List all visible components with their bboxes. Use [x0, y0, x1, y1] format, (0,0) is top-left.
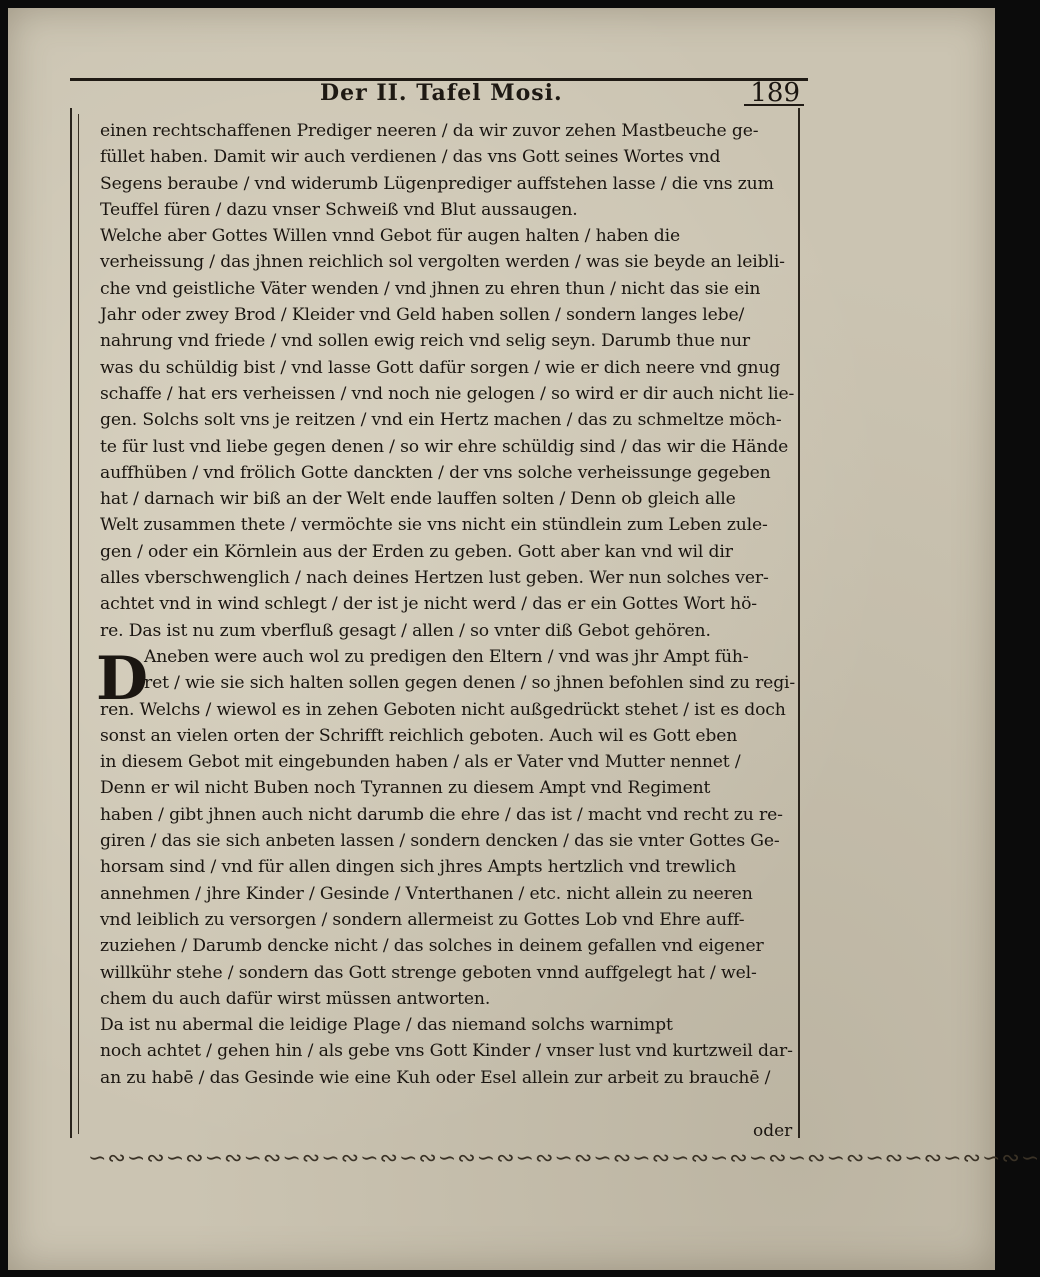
- text-line: verheissung / das jhnen reichlich sol vergolten werden / was sie beyde an leibli-: [100, 252, 785, 273]
- text-line: te für lust vnd liebe gegen denen / so wir ehre schüldig sind / das wir die Hände: [100, 436, 789, 457]
- text-line: was du schüldig bist / vnd lasse Gott dafür sorgen / wie er dich neere vnd gnug: [100, 357, 781, 378]
- text-line: ren. Welchs / wiewol es in zehen Geboten nicht außgedrückt stehet / ist es doch: [100, 699, 786, 720]
- drop-initial: D: [96, 644, 149, 714]
- text-line: einen rechtschaffenen Prediger neeren / da wir zuvor zehen Mastbeuche ge-: [100, 121, 759, 141]
- text-line: alles vberschwenglich / nach deines Hertzen lust geben. Wer nun solches ver-: [100, 568, 769, 589]
- ornament-pattern: ∽∾∽∾∽∾∽∾∽∾∽∾∽∾∽∾∽∾∽∾∽∾∽∾∽∾∽∾∽∾∽∾∽∾∽∾∽∾∽∾∽∾∽∾∽∾∽∾∽: [88, 1146, 1040, 1171]
- text-line: horsam sind / vnd für allen dingen sich jhres Ampts hertzlich vnd trewlich: [100, 857, 737, 878]
- text-line: achtet vnd in wind schlegt / der ist je nicht werd / das er ein Gottes Wort hö-: [100, 594, 757, 615]
- text-line: Aneben were auch wol zu predigen den Eltern / vnd was jhr Ampt füh-: [144, 646, 749, 667]
- ornamental-border: [88, 1146, 1040, 1182]
- text-line: Teuffel füren / dazu vnser Schweiß vnd Blut aussaugen.: [100, 199, 578, 220]
- text-line: Welche aber Gottes Willen vnnd Gebot für augen halten / haben die: [100, 226, 680, 247]
- text-line: ret / wie sie sich halten sollen gegen denen / so jhnen befohlen sind zu regi-: [144, 673, 796, 694]
- text-line: re. Das ist nu zum vberfluß gesagt / allen / so vnter diß Gebot gehören.: [100, 620, 711, 641]
- page-number-rule: [744, 104, 804, 106]
- text-line: zuziehen / Darumb dencke nicht / das solches in deinem gefallen vnd eigener: [100, 936, 764, 957]
- text-line: an zu habē / das Gesinde wie eine Kuh oder Esel allein zur arbeit zu brauchē /: [100, 1067, 771, 1088]
- page-header: [70, 80, 808, 110]
- text-line: che vnd geistliche Väter wenden / vnd jhnen zu ehren thun / nicht das sie ein: [100, 278, 761, 299]
- text-line: Denn er wil nicht Buben noch Tyrannen zu diesem Ampt vnd Regiment: [100, 778, 711, 799]
- body-text: [100, 118, 800, 1091]
- text-line: Jahr oder zwey Brod / Kleider vnd Geld haben sollen / sondern langes lebe/: [100, 305, 745, 326]
- text-line: annehmen / jhre Kinder / Gesinde / Vnterthanen / etc. nicht allein zu neeren: [100, 883, 753, 904]
- text-line: gen / oder ein Körnlein aus der Erden zu geben. Gott aber kan vnd wil dir: [100, 541, 733, 562]
- text-line: haben / gibt jhnen auch nicht darumb die ehre / das ist / macht vnd recht zu re-: [100, 804, 783, 825]
- text-line: giren / das sie sich anbeten lassen / sondern dencken / das sie vnter Gottes Ge-: [100, 831, 780, 852]
- running-head: Der II. Tafel Mosi.: [320, 80, 563, 106]
- text-line: auffhüben / vnd frölich Gotte danckten / der vns solche verheissunge gegeben: [100, 462, 771, 483]
- text-line: Segens beraube / vnd widerumb Lügenprediger auffstehen lasse / die vns zum: [100, 173, 774, 194]
- text-line: willkühr stehe / sondern das Gott strenge geboten vnnd auffgelegt hat / wel-: [100, 962, 757, 983]
- text-line: chem du auch dafür wirst müssen antworten.: [100, 988, 491, 1009]
- text-line: füllet haben. Damit wir auch verdienen / das vns Gott seines Wortes vnd: [100, 147, 721, 168]
- text-line: vnd leiblich zu versorgen / sondern allermeist zu Gottes Lob vnd Ehre auff-: [100, 909, 745, 930]
- text-line: schaffe / hat ers verheissen / vnd noch nie gelogen / so wird er dir auch nicht lie-: [100, 383, 795, 404]
- text-frame-inner-rule: [78, 114, 79, 1134]
- text-line: hat / darnach wir biß an der Welt ende lauffen solten / Denn ob gleich alle: [100, 489, 736, 510]
- text-line: gen. Solchs solt vns je reitzen / vnd ein Hertz machen / das zu schmeltze möch-: [100, 410, 782, 431]
- text-line: noch achtet / gehen hin / als gebe vns Gott Kinder / vnser lust vnd kurtzweil dar-: [100, 1041, 793, 1062]
- text-line: nahrung vnd friede / vnd sollen ewig reich vnd selig seyn. Darumb thue nur: [100, 331, 750, 352]
- text-line: Da ist nu abermal die leidige Plage / das niemand solchs warnimpt: [100, 1015, 673, 1036]
- book-page: [8, 8, 1040, 1270]
- text-line: in diesem Gebot mit eingebunden haben / als er Vater vnd Mutter nennet /: [100, 752, 741, 773]
- page-number: 189: [750, 78, 800, 108]
- text-line: sonst an vielen orten der Schrifft reichlich geboten. Auch wil es Gott eben: [100, 725, 738, 746]
- text-line: Welt zusammen thete / vermöchte sie vns nicht ein stündlein zum Leben zule-: [100, 515, 768, 536]
- catchword: oder: [753, 1121, 793, 1141]
